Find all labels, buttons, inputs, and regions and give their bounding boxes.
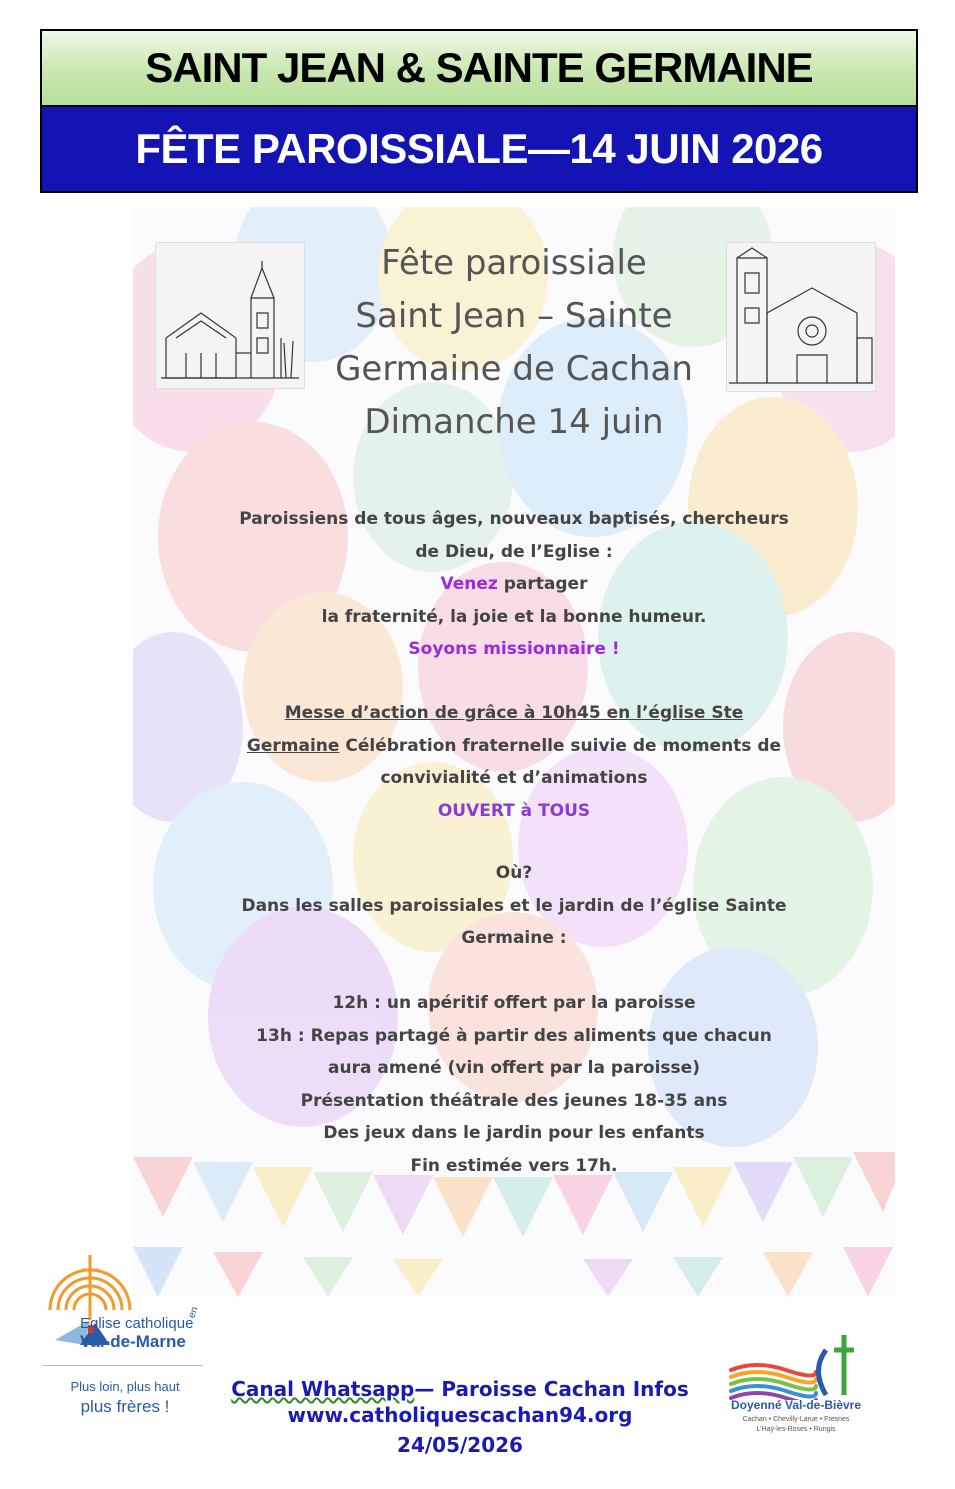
ou-label: Où?: [495, 863, 533, 883]
ou-line-1: Dans les salles paroissiales et le jardin de l’église Sainte: [241, 895, 787, 916]
slogan-line-1: Plus loin, plus haut: [70, 1379, 180, 1394]
whatsapp-word: Canal Whatsapp: [231, 1377, 415, 1401]
eglise-val-de-marne-logo: [40, 1245, 210, 1425]
rainbow-cross-icon: [726, 1330, 866, 1400]
event-flyer: [133, 207, 895, 1297]
intro-block: [193, 503, 835, 666]
doyenne-towns-1: Cachan • Chevilly-Larue • Fresnes: [742, 1416, 850, 1423]
logo-val-de-marne: Val-de-Marne: [80, 1332, 186, 1351]
schedule-item: Présentation théâtrale des jeunes 18-35 ans: [300, 1090, 728, 1111]
location-block: [193, 857, 835, 955]
missionnaire-line: Soyons missionnaire !: [408, 639, 620, 659]
flyer-title: [303, 237, 725, 449]
slogan-line-2: plus frères !: [80, 1397, 170, 1416]
doyenne-towns-2: L’Haÿ-les-Roses • Rungis: [756, 1426, 836, 1433]
ouvert-a-tous: OUVERT à TOUS: [437, 800, 591, 821]
messe-line-3: convivialité et d’animations: [380, 768, 648, 788]
doyenne-name: Doyenné Val-de-Bièvre: [730, 1398, 862, 1412]
messe-celebration: Célébration fraternelle suivie de moments de: [339, 735, 782, 756]
intro-line-1: Paroissiens de tous âges, nouveaux baptisés, chercheurs: [239, 509, 789, 529]
website-link[interactable]: www.catholiquescachan94.org: [287, 1403, 633, 1427]
doyenne-val-de-bievre-logo: [726, 1330, 866, 1460]
logo-divider: [43, 1365, 203, 1366]
intro-line-2: de Dieu, de l’Eglise :: [415, 541, 613, 562]
schedule-item: Des jeux dans le jardin pour les enfants: [323, 1123, 705, 1143]
bulletin-date: 24/05/2026: [397, 1433, 523, 1457]
logo-eglise-catholique: Eglise catholique: [80, 1315, 194, 1332]
messe-line-1: Messe d’action de grâce à 10h45 en l’église Ste: [284, 703, 744, 723]
schedule-item: Fin estimée vers 17h.: [410, 1155, 618, 1176]
flyer-title-line-4: Dimanche 14 juin: [364, 402, 664, 442]
header-banner: [40, 29, 918, 193]
church-saint-jean-drawing: [155, 242, 305, 389]
logo-en: en: [186, 1305, 201, 1320]
messe-line-2: [193, 730, 835, 763]
messe-block: [193, 697, 835, 827]
schedule-item: aura amené (vin offert par la paroisse): [328, 1058, 700, 1078]
venez-word: Venez: [440, 574, 498, 594]
church-sainte-germaine-drawing: [726, 242, 876, 392]
flyer-title-line-2: Saint Jean – Sainte: [355, 296, 673, 336]
header-title: SAINT JEAN & SAINTE GERMAINE: [42, 31, 916, 107]
whatsapp-rest: — Paroisse Cachan Infos: [414, 1377, 689, 1401]
schedule-item: 13h : Repas partagé à partir des aliments que chacun: [256, 1025, 772, 1046]
ou-line-2: Germaine :: [461, 928, 567, 948]
fraternite-line: la fraternité, la joie et la bonne humeur.: [321, 606, 707, 627]
messe-germaine: Germaine: [246, 735, 340, 756]
schedule-item: 12h : un apéritif offert par la paroisse: [332, 993, 696, 1013]
schedule-block: [193, 987, 835, 1182]
header-subtitle: FÊTE PAROISSIALE—14 JUIN 2026: [42, 107, 916, 191]
flyer-title-line-1: Fête paroissiale: [381, 243, 647, 283]
venez-line: [193, 568, 835, 601]
whatsapp-line: [200, 1377, 720, 1401]
partager-word: partager: [497, 574, 588, 594]
flyer-title-line-3: Germaine de Cachan: [335, 349, 693, 389]
